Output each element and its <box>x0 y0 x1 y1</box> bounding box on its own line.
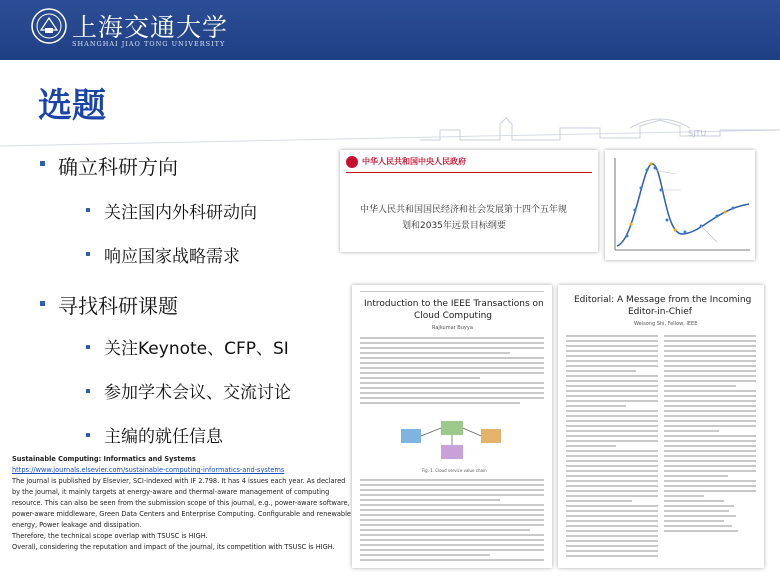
paper1-abstract-lines <box>360 337 544 407</box>
university-emblem-icon <box>31 8 67 44</box>
paper-running-header <box>360 291 544 292</box>
journal-note-line: power-aware middleware, Green Data Centers and Enterprise Computing. Configurable and renewable <box>12 510 351 518</box>
university-name-cn: 上海交通大学 <box>72 13 229 42</box>
editorial-paper-card <box>558 285 764 568</box>
journal-note-line: The journal is published by Elsevier, SCI-indexed with IF 2.798. It has 4 issues each year. As declared <box>12 477 346 485</box>
paper1-title-line1: Introduction to the IEEE Transactions on <box>364 299 544 309</box>
journal-note-line: resource. This can also be seen from the submission scope of this journal, e.g., power-aware software, <box>12 499 350 507</box>
gov-header-text: 中华人民共和国中央人民政府 <box>362 157 466 166</box>
paper1-figure-caption: Fig. 1. Cloud service value chain <box>422 468 487 473</box>
journal-link[interactable]: https://www.journals.elsevier.com/sustainable-computing-informatics-and-systems <box>12 466 285 474</box>
bullet-national-strategy: 响应国家战略需求 <box>104 247 240 267</box>
bullet-marker <box>86 252 90 256</box>
bullet-conferences: 参加学术会议、交流讨论 <box>104 383 291 403</box>
bullet-marker <box>86 389 90 393</box>
gov-document-card <box>340 150 598 252</box>
hype-cycle-chart <box>605 150 755 260</box>
paper2-right-column <box>664 335 756 535</box>
bullet-marker <box>86 208 90 212</box>
journal-note-line: energy, Power leakage and dissipation. <box>12 521 142 529</box>
bullet-find-topics: 寻找科研课题 <box>58 294 178 318</box>
journal-note-line: Overall, considering the reputation and impact of the journal, its competition with TSUSC is HIGH. <box>12 543 335 551</box>
bullet-research-direction: 确立科研方向 <box>58 155 178 179</box>
paper1-author: Rajkumar Buyya <box>432 325 473 331</box>
slide-title: 选题 <box>38 86 106 126</box>
bullet-marker <box>40 301 45 306</box>
paper1-body-lines <box>360 479 544 564</box>
paper2-title-line1: Editorial: A Message from the Incoming <box>574 295 752 305</box>
bullet-follow-trends: 关注国内外科研动向 <box>104 203 257 223</box>
journal-note <box>12 454 360 553</box>
paper1-title-line2: Cloud Computing <box>414 311 492 321</box>
gov-headline-line1: 中华人民共和国国民经济和社会发展第十四个五年规 <box>360 205 568 215</box>
journal-note-line: by the journal, it mainly targets at energy-aware and thermal-aware management of computing <box>12 488 330 496</box>
gov-headline-line2: 划和2035年远景目标纲要 <box>402 221 506 231</box>
gov-divider <box>346 172 592 173</box>
bullet-editor-in-chief: 主编的就任信息 <box>104 427 223 447</box>
paper2-author: Weisong Shi, Fellow, IEEE <box>634 321 698 327</box>
journal-note-line: Therefore, the technical scope overlap with TSUSC is HIGH. <box>12 532 208 540</box>
hype-cycle-card <box>605 150 755 260</box>
bullet-keynote-cfp-si: 关注Keynote、CFP、SI <box>104 339 289 359</box>
bullet-marker <box>86 433 90 437</box>
journal-name: Sustainable Computing: Informatics and Systems <box>12 455 196 463</box>
paper2-left-column <box>566 335 658 560</box>
bullet-marker <box>40 161 45 166</box>
svg-text:SJTU: SJTU <box>688 129 707 138</box>
header-band <box>0 0 780 60</box>
ieee-tcc-paper-card <box>352 285 552 568</box>
gov-emblem-icon <box>346 156 358 168</box>
paper1-figure <box>397 415 507 465</box>
university-name-en: SHANGHAI JIAO TONG UNIVERSITY <box>72 40 226 48</box>
bullet-marker <box>86 345 90 349</box>
paper2-title-line2: Editor-in-Chief <box>628 307 692 317</box>
